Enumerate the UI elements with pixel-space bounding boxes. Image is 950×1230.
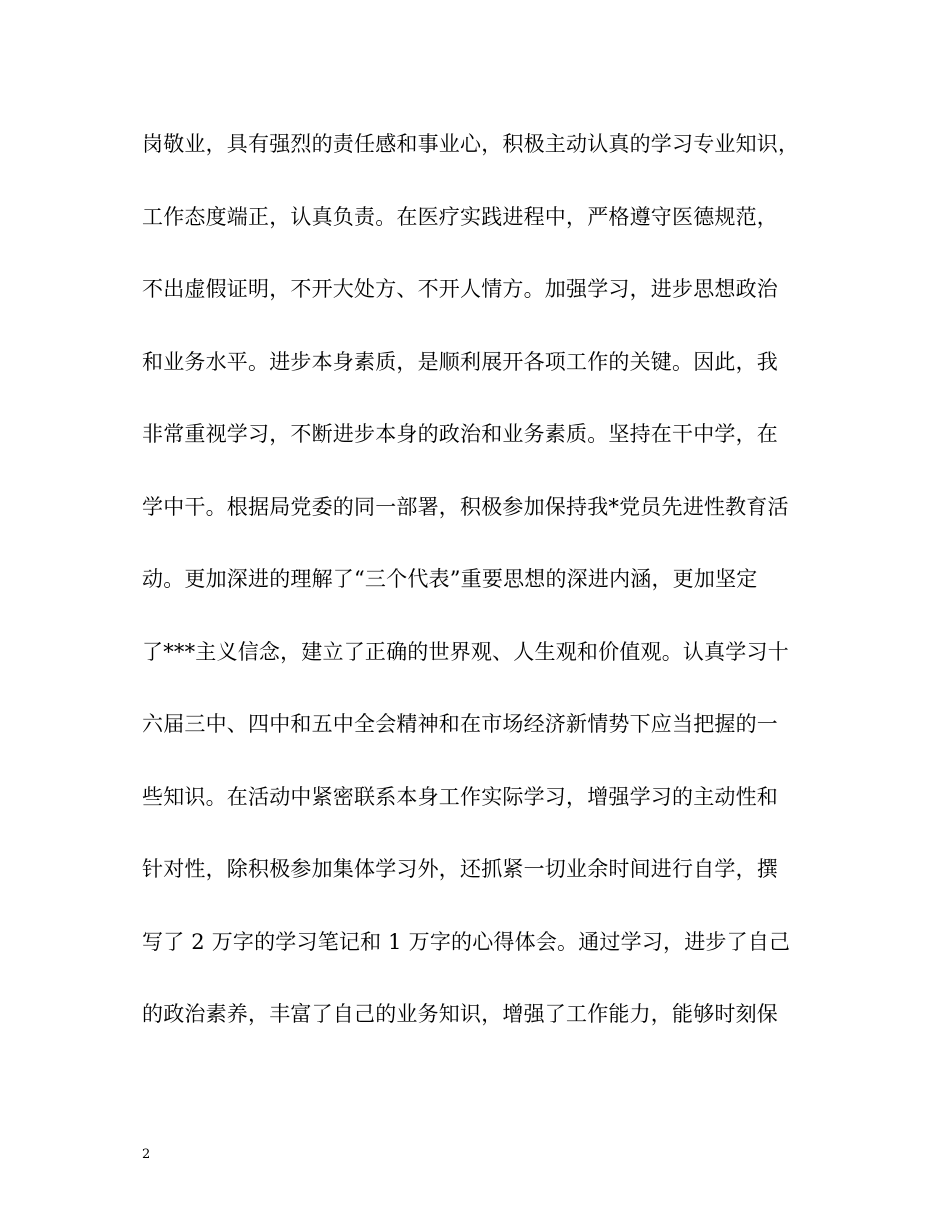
body-text [142, 124, 812, 1067]
text-line: 写了 2 万字的学习笔记和 1 万字的心得体会。通过学习，进步了自己 [142, 929, 791, 954]
text-line: 不出虚假证明，不开大处方、不开人情方。加强学习，进步思想政治 [142, 277, 778, 301]
text-line: 针对性，除积极参加集体学习外，还抓紧一切业余时间进行自学，撰 [142, 857, 778, 881]
text-line: 学中干。根据局党委的同一部署，积极参加保持我*党员先进性教育活 [142, 494, 789, 519]
page-number: 2 [142, 1147, 151, 1162]
text-line: 了***主义信念，建立了正确的世界观、人生观和价值观。认真学习十 [142, 639, 789, 664]
text-line: 的政治素养，丰富了自己的业务知识，增强了工作能力，能够时刻保 [142, 1002, 778, 1026]
text-line: 些知识。在活动中紧密联系本身工作实际学习，增强学习的主动性和 [142, 784, 778, 809]
text-line: 和业务水平。进步本身素质，是顺利展开各项工作的关键。因此，我 [142, 349, 778, 374]
text-line: 岗敬业，具有强烈的责任感和事业心，积极主动认真的学习专业知识， [142, 132, 800, 156]
text-line: 工作态度端正，认真负责。在医疗实践进程中，严格遵守医德规范， [142, 204, 778, 229]
text-line: 动。更加深进的理解了“三个代表”重要思想的深进内涵，更加坚定 [142, 567, 758, 591]
text-line: 六届三中、四中和五中全会精神和在市场经济新情势下应当把握的一 [142, 712, 778, 736]
text-line: 非常重视学习，不断进步本身的政治和业务素质。坚持在干中学，在 [142, 422, 778, 446]
